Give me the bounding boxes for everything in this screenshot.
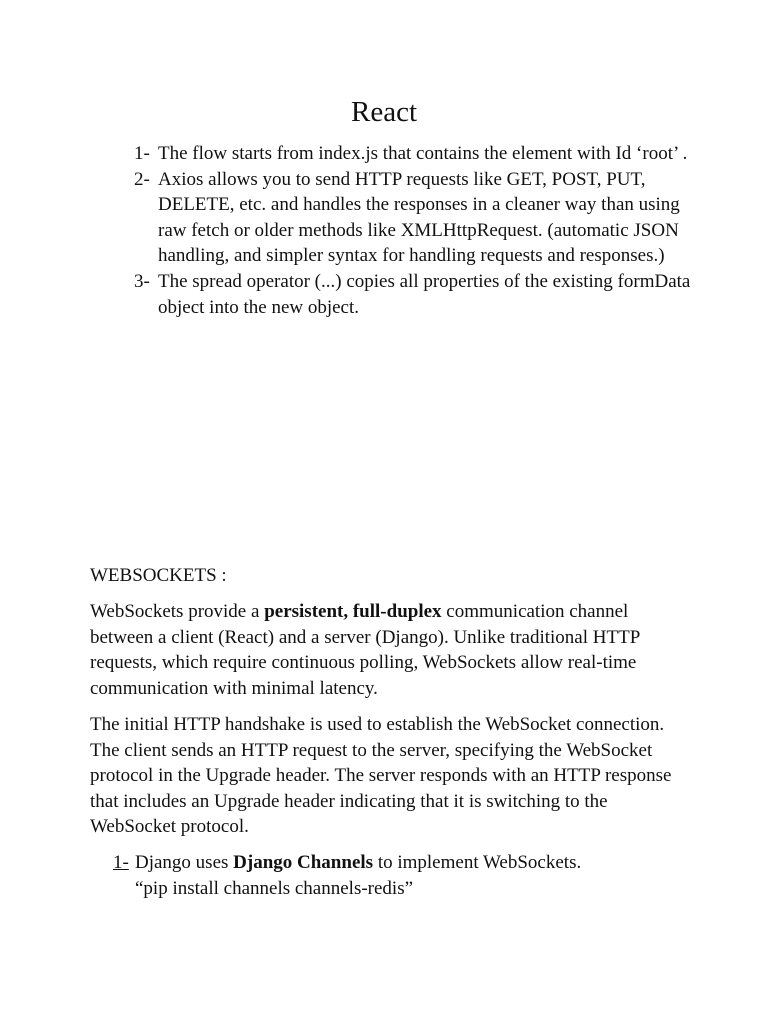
list-item-text: Axios allows you to send HTTP requests like GET, POST, PUT, DELETE, etc. and handles the responses in a cleaner way than using raw fetch or older methods like XMLHttpRequest. (automatic JSON handling, and simpler syntax for handling requests and responses.)	[158, 168, 680, 267]
list-item-number: 1-	[134, 143, 150, 164]
paragraph-bold-text: persistent, full-duplex	[264, 601, 442, 622]
paragraph-text: WebSockets provide a	[90, 601, 265, 622]
list-item	[134, 141, 694, 167]
list-item-text: The flow starts from index.js that contains the element with Id ‘root’ .	[158, 143, 688, 164]
list-item-text	[135, 850, 673, 901]
install-command-text: “pip install channels channels-redis”	[135, 877, 414, 899]
document-title: React	[350, 96, 417, 128]
list-item-number: 3-	[134, 270, 150, 292]
websockets-heading: WEBSOCKETS :	[90, 565, 227, 586]
list-item-bold-text: Django Channels	[233, 852, 374, 873]
list-item	[134, 167, 694, 269]
websockets-list	[113, 850, 673, 901]
websockets-intro-paragraph	[90, 599, 690, 701]
react-list	[134, 141, 694, 320]
list-item-number: 2-	[134, 168, 150, 190]
list-item-text: The spread operator (...) copies all properties of the existing formData object into the new object.	[158, 270, 691, 318]
list-item-text-part: to implement WebSockets.	[373, 852, 582, 873]
websockets-handshake-paragraph: The initial HTTP handshake is used to establish the WebSocket connection. The client sends an HTTP request to the server, specifying the WebSocket protocol in the Upgrade header. The server responds with an HTTP response that includes an Upgrade header indicating that it is switching to the WebSocket protocol.	[90, 714, 672, 838]
list-item	[134, 269, 694, 320]
list-item-number: 1-	[113, 852, 129, 873]
list-item	[113, 850, 673, 901]
paragraph-text: communication channel between a client (React) and a server (Django). Unlike traditional HTTP requests, which require continuous polling, WebSockets allow real-time communication with minimal latency.	[90, 601, 640, 699]
list-item-text-part: Django uses	[135, 852, 234, 873]
